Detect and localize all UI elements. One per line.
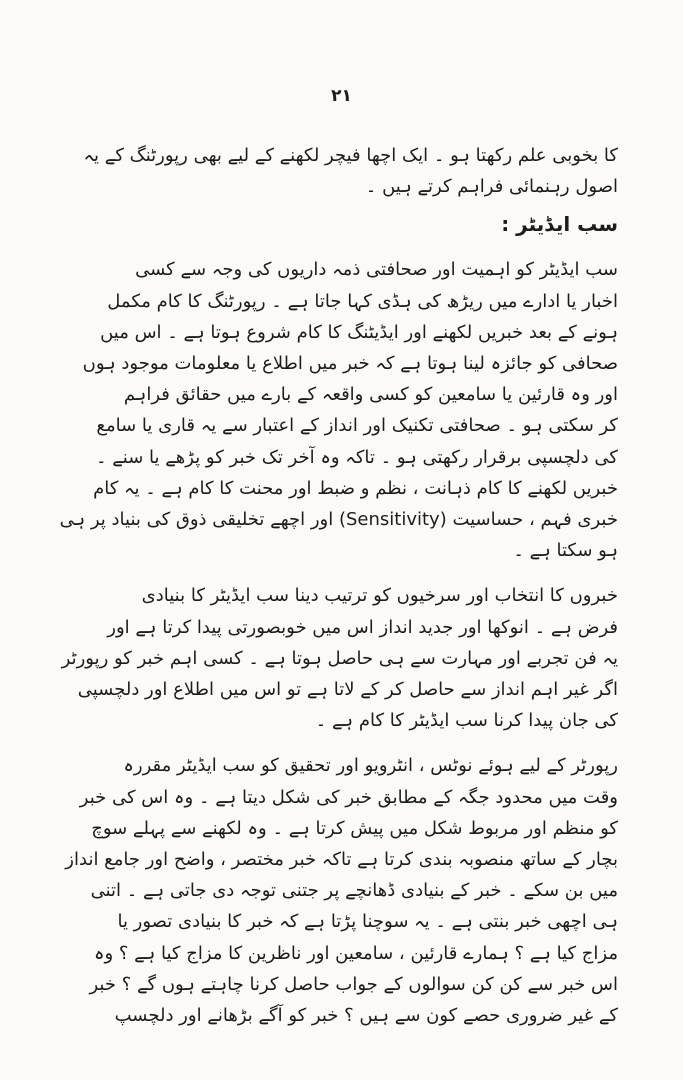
text-line: ہی اچھی خبر بنتی ہے ۔ یہ سوچنا پڑتا ہے کہ خبر کا بنیادی تصور یا — [117, 911, 618, 933]
paragraph-headlines — [58, 580, 618, 736]
text-line: رپورٹر کے لیے ہوئے نوٹس ، انٹرویو اور تحقیق کو سب ایڈیٹر مقررہ — [123, 755, 618, 777]
text-line: ہونے کے بعد خبریں لکھنے اور ایڈیٹنگ کا کام شروع ہوتا ہے ۔ اس میں — [100, 321, 618, 343]
text-line: کے غیر ضروری حصے کون سے ہیں ؟ خبر کو آگے بڑھانے اور دلچسپ — [114, 1005, 618, 1027]
text-line: کی دلچسپی برقرار رکھتی ہو ۔ تاکہ وہ آخر تک خبر کو پڑھے یا سنے ۔ — [95, 446, 618, 468]
text-line: کا بخوبی علم رکھتا ہو ۔ ایک اچھا فیچر لکھنے کے لیے بھی رپورٹنگ کے یہ — [83, 145, 618, 166]
text-line: خبریں لکھنے کا کام ذہانت ، نظم و ضبط اور محنت کا کام ہے ۔ یہ کام — [93, 477, 618, 499]
paragraph-sub-editor-role — [58, 254, 618, 566]
text-line: ہو سکتا ہے ۔ — [513, 540, 618, 562]
text-line: خبری فہم ، حساسیت (Sensitivity) اور اچھے تخلیقی ذوق کی بنیاد پر ہی — [59, 509, 618, 531]
text-line: کر سکتی ہو ۔ صحافتی تکنیک اور انداز کے اعتبار سے یہ قاری یا سامع — [96, 415, 618, 437]
text-line: فرض ہے ۔ انوکھا اور جدید انداز اس میں خوبصورتی پیدا کرتا ہے اور — [107, 616, 618, 638]
text-line: مزاج کیا ہے ؟ ہمارے قارئین ، سامعین اور ناظرین کا مزاج کیا ہے ؟ وہ — [93, 942, 618, 964]
text-line: کو منظم اور مربوط شکل میں پیش کرتا ہے ۔ وہ لکھنے سے پہلے سوچ — [91, 817, 618, 839]
text-line: کی جان پیدا کرنا سب ایڈیٹر کا کام ہے ۔ — [315, 710, 618, 732]
text-line: میں بن سکے ۔ خبر کے بنیادی ڈھانچے پر جتنی توجہ دی جاتی ہے ۔ اتنی — [90, 880, 618, 902]
text-line: صحافی کو جائزہ لینا ہوتا ہے کہ خبر میں اطلاع یا معلومات موجود ہوں — [82, 353, 618, 375]
text-line: بچار کے ساتھ منصوبہ بندی کرتا ہے تاکہ خبر مختصر ، واضح اور جامع انداز — [65, 849, 618, 871]
page-content — [58, 140, 618, 1031]
paragraph-reporter-notes — [58, 750, 618, 1031]
text-line: اگر غیر اہم انداز سے حاصل کر کے لاتا ہے تو اس میں اطلاع اور دلچسپی — [77, 679, 618, 701]
section-heading: سب ایڈیٹر : — [501, 212, 618, 237]
text-line: اس خبر سے کن کن سوالوں کے جواب حاصل کرنا چاہتے ہوں گے ؟ خبر — [89, 973, 618, 995]
text-line: وقت میں محدود جگہ کے مطابق خبر کی شکل دیتا ہے ۔ وہ اس کی خبر — [79, 786, 618, 808]
text-line: یہ فن تجربے اور مہارت سے ہی حاصل ہوتا ہے ۔ کسی اہم خبر کو رپورٹر — [61, 647, 618, 669]
text-line: سب ایڈیٹر کو اہمیت اور صحافتی ذمہ داریوں کی وجہ سے کسی — [135, 259, 618, 281]
text-line: اصول رہنمائی فراہم کرتے ہیں ۔ — [365, 176, 618, 198]
text-line: خبروں کا انتخاب اور سرخیوں کو ترتیب دینا سب ایڈیٹر کا بنیادی — [141, 585, 618, 607]
text-line: اور وہ قارئین یا سامعین کو کسی واقعہ کے بارے میں حقائق فراہم — [123, 384, 618, 406]
page-number: ۲۱ — [331, 86, 352, 106]
intro-paragraph — [58, 140, 618, 202]
text-line: اخبار یا ادارے میں ریڑھ کی ہڈی کہا جاتا ہے ۔ رپورٹنگ کا کام مکمل — [107, 290, 618, 312]
